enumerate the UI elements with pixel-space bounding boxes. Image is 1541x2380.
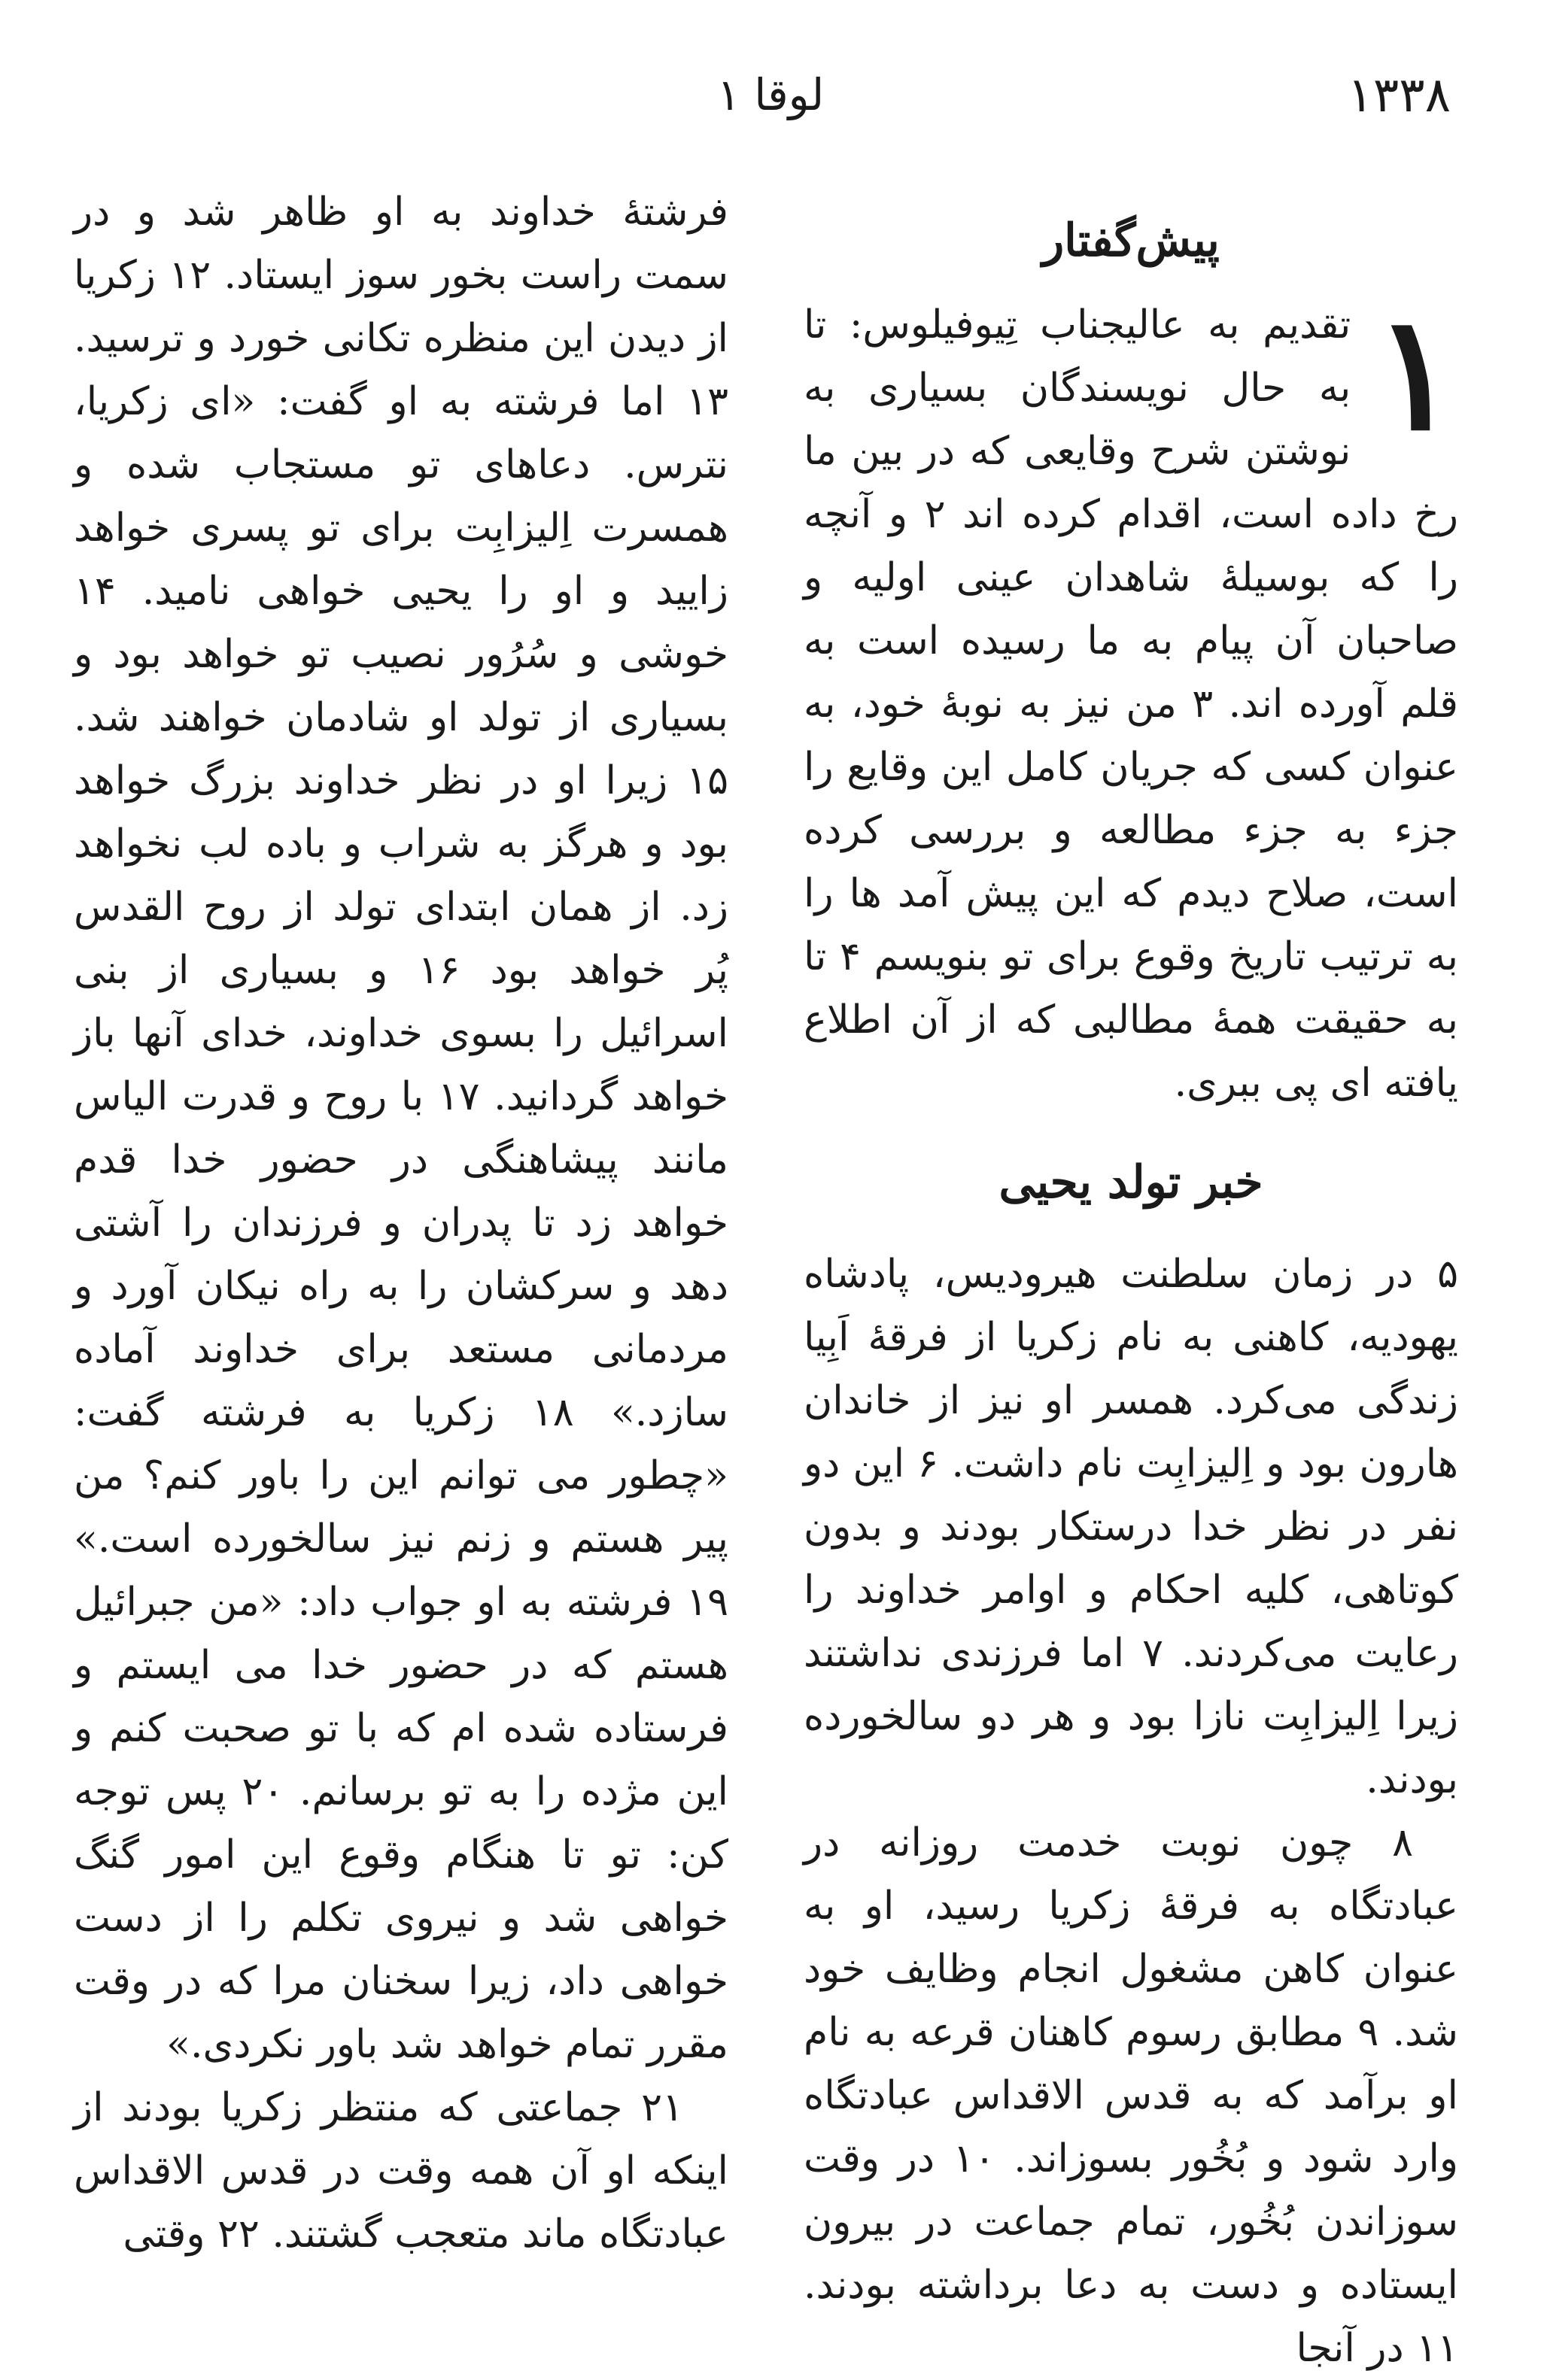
paragraph-verses-21-22: ۲۱ جماعتی که منتظر زکریا بودند از اینکه او آن همه وقت در قدس الاقداس عبادتگاه ماند متعجب گشتند. ۲۲ وقتی [74, 2085, 728, 2257]
running-header-book-chapter: لوقا ۱ [716, 69, 825, 120]
preface-body: تا به حال نویسندگان بسیاری به نوشتن شرح وقایعی که در بین ما رخ داده است، اقدام کرده اند ۲ و آنچه را که بوسیلهٔ شاهدان عینی اولیه و صاحبان آن پیام به ما رسیده است به قلم آورده اند. ۳ من نیز به نوبهٔ خود، به عنوان کسی که جریان کامل این وقایع را جزء به جزء مطالعه و بررسی کرده است، صلاح دیدم که این پیش آمد ها را به ترتیب تاریخ وقوع برای تو بنویسم ۴ تا به حقیقت همهٔ مطالبی که از آن اطلاع یافته ای پی ببری. [804, 302, 1458, 1106]
right-column [804, 181, 1459, 2371]
section-heading-birth-of-john: خبر تولد یحیی [998, 1156, 1263, 1209]
paragraph-verses-11-20: فرشتهٔ خداوند به او ظاهر شد و در سمت راست بخور سوز ایستاد. ۱۲ زکریا از دیدن این منظره تکانی خورد و ترسید. ۱۳ اما فرشته به او گفت: «ای زکریا، نترس. دعاهای تو مستجاب شده و همسرت اِلیزابِت برای تو پسری خواهد زایید و او را یحیی خواهی نامید. ۱۴ خوشی و سُرُور نصیب تو خواهد بود و بسیاری از تولد او شادمان خواهند شد. ۱۵ زیرا او در نظر خداوند بزرگ خواهد بود و هرگز به شراب و باده لب نخواهد زد. از همان ابتدای تولد از روح القدس پُر خواهد بود ۱۶ و بسیاری از بنی اسرائیل را بسوی خداوند، خدای آنها باز خواهد گردانید. ۱۷ با روح و قدرت الیاس مانند پیشاهنگی در حضور خدا قدم خواهد زد تا پدران و فرزندان را آشتی دهد و سرکشان را به راه نیکان آورد و مردمانی مستعد برای خداوند آماده سازد.» ۱۸ زکریا به فرشته گفت: «چطور می توانم این را باور کنم؟ من پیر هستم و زنم نیز سالخورده است.» ۱۹ فرشته به او جواب داد: «من جبرائیل هستم که در حضور خدا می ایستم و فرستاده شده ام که با تو صحبت کنم و این مژده را به تو برسانم. ۲۰ پس توجه کن: تو تا هنگام وقوع این امور گنگ خواهی شد و نیروی تکلم را از دست خواهی داد، زیرا سخنان مرا که در وقت مقرر تمام خواهد شد باور نکردی.» [74, 190, 729, 2067]
preface-paragraph [804, 280, 1458, 1115]
paragraph-verses-8-11: ۸ چون نوبت خدمت روزانه در عبادتگاه به فرقهٔ زکریا رسید، او به عنوان کاهن مشغول انجام وظایف خود شد. ۹ مطابق رسوم کاهنان قرعه به نام او برآمد که به قدس الاقداس عبادتگاه وارد شود و بُخُور بسوزاند. ۱۰ در وقت سوزاندن بُخُور، تمام جماعت در بیرون ایستاده و دست به دعا برداشته بودند. ۱۱ در آنجا [804, 1820, 1458, 2371]
page-number: ۱۳۳۸ [1347, 68, 1451, 123]
paragraph-verses-5-7: ۵ در زمان سلطنت هیرودیس، پادشاه یهودیه، کاهنی به نام زکریا از فرقهٔ اَبِیا زندگی می‌کرد. همسر او نیز از خاندان هارون بود و اِلیزابِت نام داشت. ۶ این دو نفر در نظر خدا درستکار بودند و بدون کوتاهی، کلیه احکام و اوامر خداوند را رعایت می‌کردند. ۷ اما فرزندی نداشتند زیرا اِلیزابِت نازا بود و هر دو سالخورده بودند. [804, 1252, 1459, 1802]
section-heading-preface: پیش‌گفتار [1042, 214, 1220, 267]
chapter-number: ۱ [1373, 280, 1458, 466]
left-column [74, 181, 728, 2257]
dedication-line: تقدیم به عالیجناب تِیوفیلوس: [849, 302, 1351, 348]
